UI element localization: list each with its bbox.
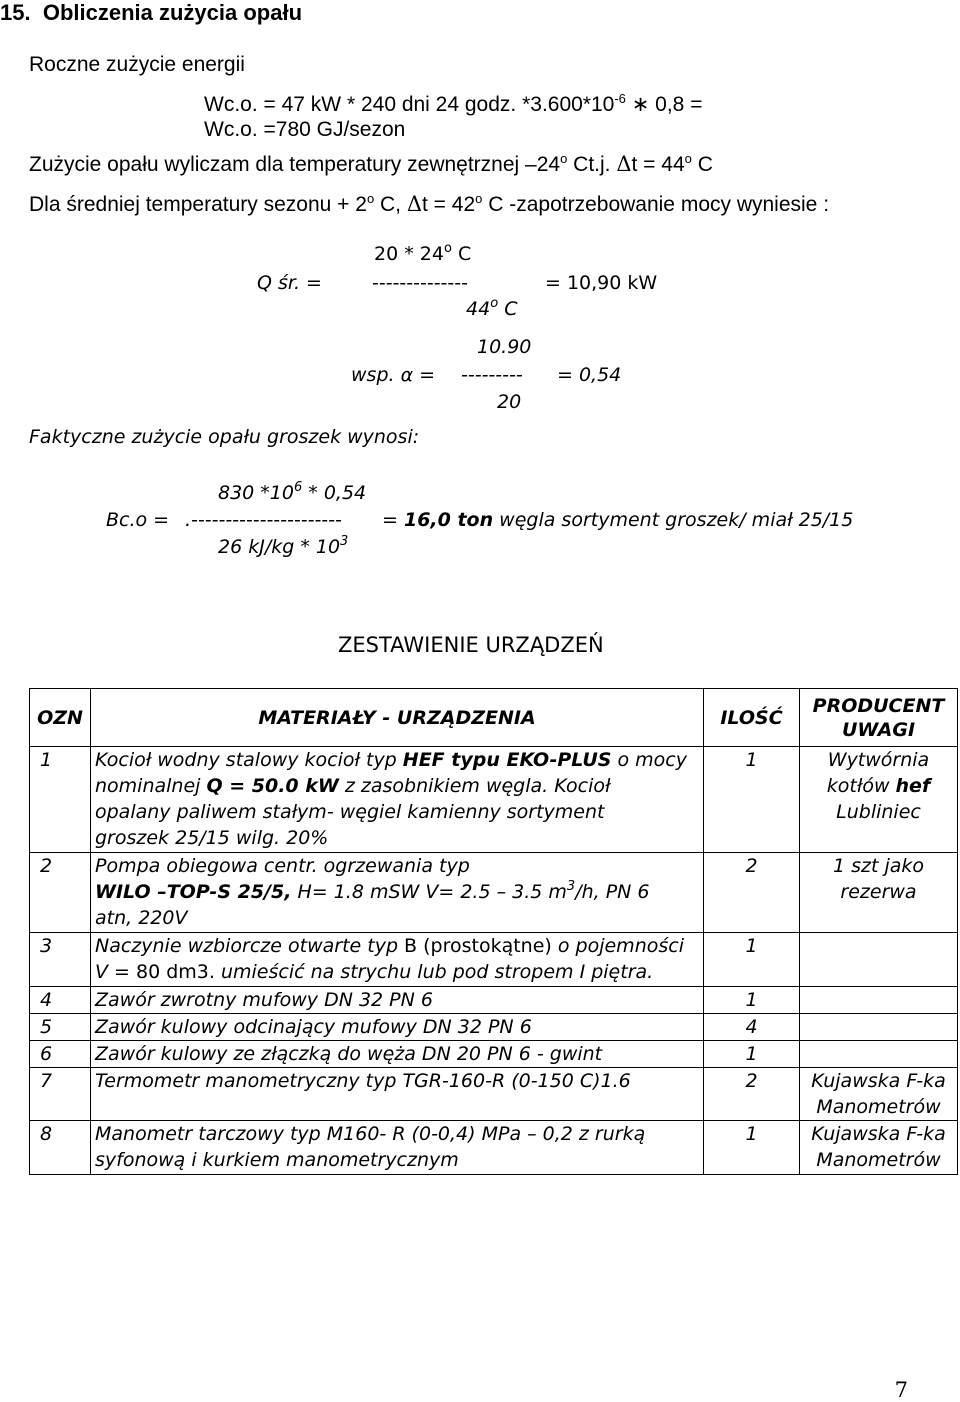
wco-result: Wc.o. =780 GJ/sezon — [204, 118, 406, 141]
row-quantity: 1 — [704, 987, 800, 1014]
header-qty: ILOŚĆ — [704, 689, 800, 747]
table-row — [30, 1121, 958, 1175]
row-number: 7 — [30, 1068, 91, 1121]
qsr-denominator: 44$^o$ C — [466, 296, 518, 320]
row-number: 8 — [30, 1121, 91, 1175]
bco-denominator: 26 $kJ/kg * 10^3$ — [218, 534, 349, 558]
table-row — [30, 1041, 958, 1068]
annual-energy-label: Roczne zużycie energii — [29, 53, 245, 76]
page-number: 7 — [894, 1378, 908, 1402]
table-title: ZESTAWIENIE URZĄDZEŃ — [338, 633, 604, 657]
row-description: Pompa obiegowa centr. ogrzewania typ WILO –TOP-S 25/5, H= 1.8 mSW V= 2.5 – 3.5 $m^3/h$, PN 6 atn, 220V — [91, 853, 704, 933]
table-header-row — [30, 689, 958, 747]
row-number: 6 — [30, 1041, 91, 1068]
qsr-numerator: 20 * 24$^o$ C — [374, 241, 472, 265]
row-producer — [800, 1014, 958, 1041]
table-row — [30, 1068, 958, 1121]
row-producer — [800, 933, 958, 987]
header-ozn: OZN — [30, 689, 91, 747]
equipment-table — [29, 688, 958, 1175]
row-number: 2 — [30, 853, 91, 933]
row-description: Zawór kulowy ze złączką do węża DN 20 PN 6 - gwint — [91, 1041, 704, 1068]
qsr-fraction-line: -------------- — [372, 272, 468, 294]
row-producer: 1 szt jako rezerwa — [800, 853, 958, 933]
section-title: Obliczenia zużycia opału — [42, 0, 303, 25]
row-quantity: 2 — [704, 853, 800, 933]
row-quantity: 4 — [704, 1014, 800, 1041]
row-description: Kocioł wodny stalowy kocioł typ HEF typu EKO-PLUS o mocy nominalnej Q = 50.0 kW z zasobnikiem węgla. Kocioł opalany paliwem stałym- węgiel kamienny sortyment groszek 25/15 wilg. 20% — [91, 747, 704, 853]
row-producer: Wytwórnia kotłów hef Lubliniec — [800, 747, 958, 853]
bco-result: = 16,0 ton węgla sortyment groszek/ miał 25/15 — [382, 509, 854, 531]
table-row — [30, 933, 958, 987]
header-producer: PRODUCENT UWAGI — [800, 689, 958, 747]
row-description: Termometr manometryczny typ TGR-160-R (0-150 C)1.6 — [91, 1068, 704, 1121]
row-description: Zawór kulowy odcinający mufowy DN 32 PN 6 — [91, 1014, 704, 1041]
row-quantity: 1 — [704, 1041, 800, 1068]
alpha-label: wsp. α = — [351, 364, 436, 386]
bco-fraction-line: .---------------------- — [185, 509, 342, 531]
bco-label: Bc.o = — [106, 509, 170, 531]
bco-numerator: 830 $*10^6 * 0,54$ — [218, 480, 367, 504]
row-producer — [800, 1041, 958, 1068]
row-number: 1 — [30, 747, 91, 853]
row-number: 4 — [30, 987, 91, 1014]
table-row — [30, 747, 958, 853]
actual-consumption-label: Faktyczne zużycie opału groszek wynosi: — [29, 426, 420, 448]
row-description: Zawór zwrotny mufowy DN 32 PN 6 — [91, 987, 704, 1014]
row-quantity: 1 — [704, 1121, 800, 1175]
qsr-label: Q śr. = — [257, 272, 322, 294]
section-number: 15. — [0, 0, 31, 25]
season-line: Dla średniej temperatury sezonu + $2^o$ C, $\Delta t = 42^o$ C -zapotrzebowanie mocy wyniesie : — [29, 191, 830, 216]
row-description: Manometr tarczowy typ M160- R (0-0,4) MPa – 0,2 z rurką syfonową i kurkiem manometrycznym — [91, 1121, 704, 1175]
alpha-numerator: 10.90 — [477, 336, 532, 358]
row-producer: Kujawska F-ka Manometrów — [800, 1068, 958, 1121]
row-quantity: 2 — [704, 1068, 800, 1121]
row-number: 5 — [30, 1014, 91, 1041]
table-row — [30, 853, 958, 933]
alpha-result: = 0,54 — [557, 364, 622, 386]
row-quantity: 1 — [704, 933, 800, 987]
row-description: Naczynie wzbiorcze otwarte typ B (prostokątne) o pojemności V = 80 dm3. umieścić na strychu lub pod stropem I piętra. — [91, 933, 704, 987]
row-quantity: 1 — [704, 747, 800, 853]
wco-formula: Wc.o. = 47 kW * 240 dni 24 godz. $*3.600*10^{-6}$ ∗ 0,8 = — [204, 91, 703, 116]
row-producer — [800, 987, 958, 1014]
alpha-fraction-line: --------- — [461, 364, 523, 386]
table-row — [30, 987, 958, 1014]
fuel-calc-line: Zużycie opału wyliczam dla temperatury zewnętrznej –24$^o$ Ct.j. $\Delta t = 44^o$ C — [29, 151, 713, 176]
header-materials: MATERIAŁY - URZĄDZENIA — [91, 689, 704, 747]
section-heading — [0, 2, 302, 24]
alpha-denominator: 20 — [497, 391, 522, 413]
table-row — [30, 1014, 958, 1041]
qsr-result: = 10,90 kW — [545, 272, 658, 294]
row-number: 3 — [30, 933, 91, 987]
row-producer: Kujawska F-ka Manometrów — [800, 1121, 958, 1175]
